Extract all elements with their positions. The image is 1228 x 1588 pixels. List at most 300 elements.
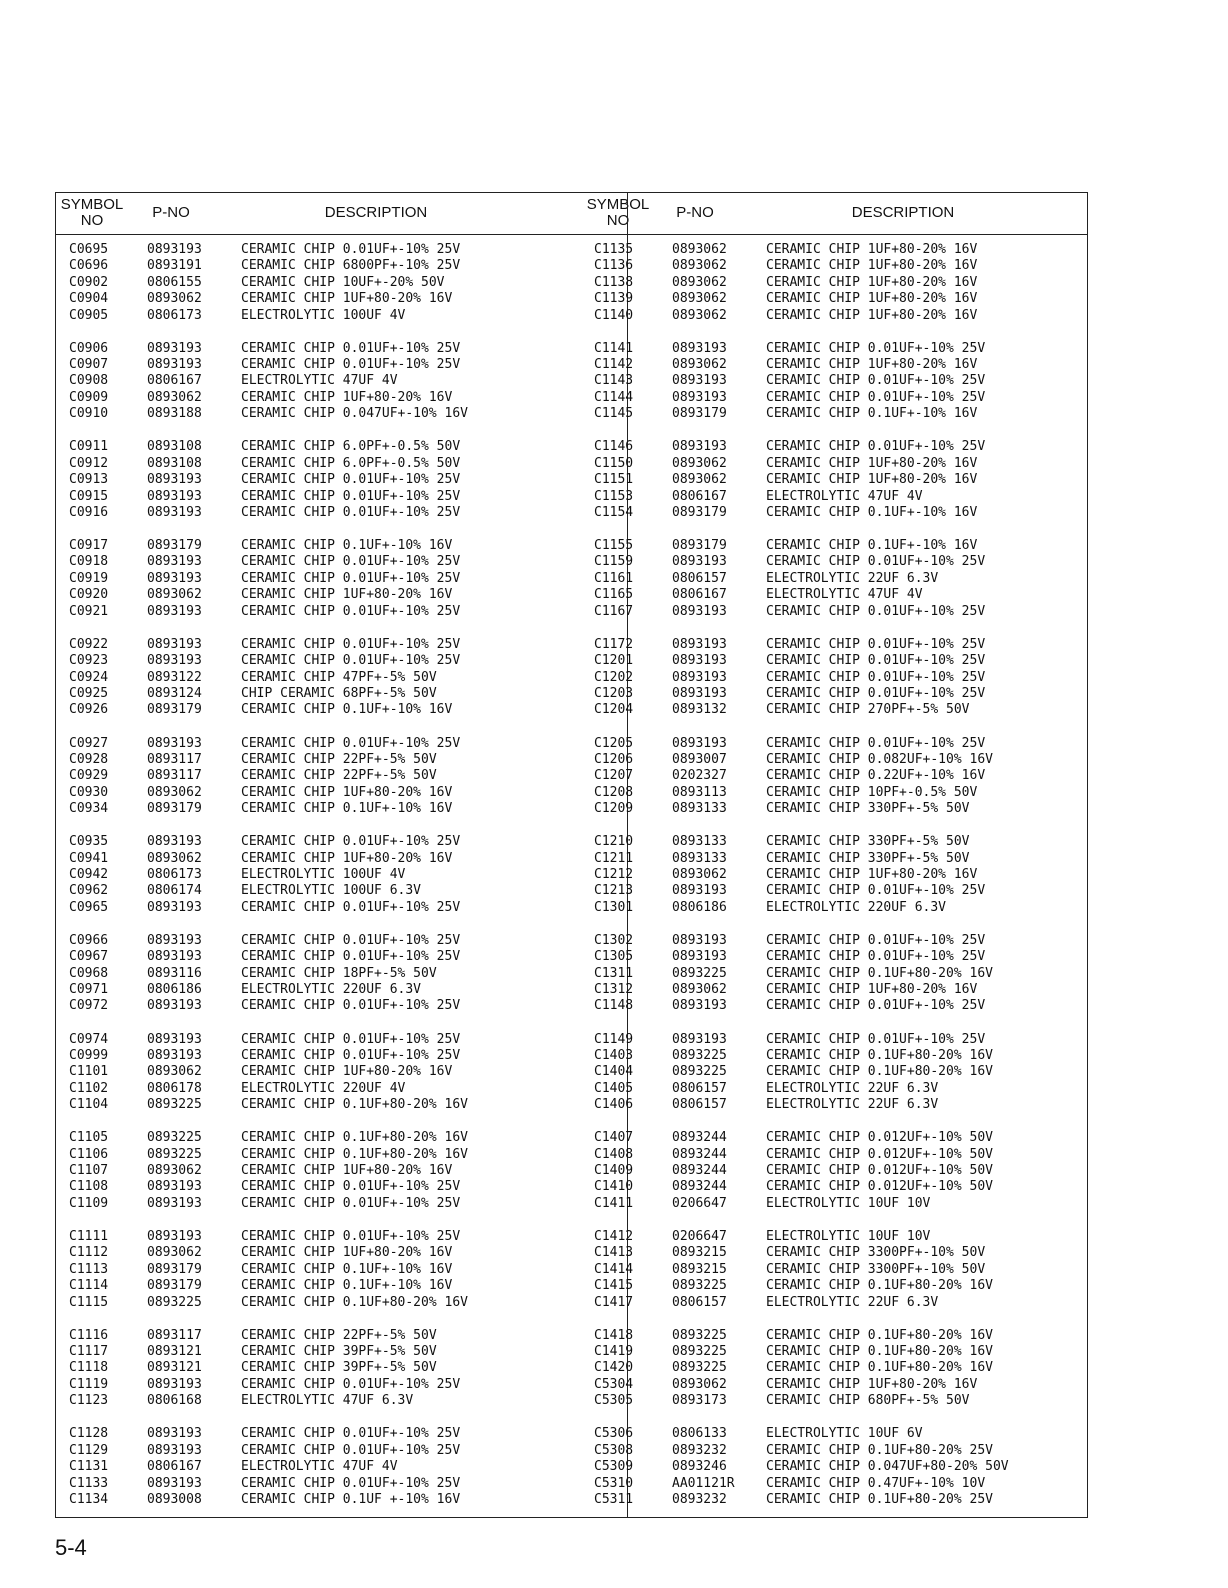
- symbol-no: C1415: [594, 1278, 634, 1294]
- part-description: ELECTROLYTIC 100UF 4V: [241, 307, 406, 323]
- part-row: [594, 1097, 1089, 1113]
- part-row: [69, 982, 572, 998]
- part-number: 0893193: [147, 932, 202, 948]
- symbol-no: C5311: [594, 1491, 634, 1507]
- symbol-no: C5304: [594, 1376, 634, 1392]
- symbol-no: C1203: [594, 685, 634, 701]
- part-row: [69, 554, 572, 570]
- part-row: [69, 291, 572, 307]
- part-number: 0893193: [147, 1426, 202, 1442]
- description-header-left: DESCRIPTION: [324, 204, 428, 221]
- symbol-no: C0923: [69, 653, 109, 669]
- part-description: CERAMIC CHIP 0.01UF+-10% 25V: [241, 1179, 461, 1195]
- part-group: [572, 1229, 1089, 1313]
- part-row: [69, 1476, 572, 1492]
- part-row: [69, 1328, 572, 1344]
- symbol-no: C5309: [594, 1459, 634, 1475]
- part-number: 0893062: [147, 587, 202, 603]
- symbol-no: C1155: [594, 538, 634, 554]
- part-row: [69, 801, 572, 817]
- symbol-no: C1301: [594, 899, 634, 915]
- symbol-no: C1207: [594, 768, 634, 784]
- part-row: [594, 554, 1089, 570]
- part-row: [594, 1278, 1089, 1294]
- part-description: ELECTROLYTIC 47UF 4V: [766, 587, 923, 603]
- part-number: 0893193: [672, 883, 727, 899]
- part-number: 0893193: [147, 554, 202, 570]
- symbol-no: C1206: [594, 751, 634, 767]
- part-group: [56, 834, 572, 918]
- part-description: CERAMIC CHIP 1UF+80-20% 16V: [241, 784, 453, 800]
- part-row: [69, 1426, 572, 1442]
- part-description: CERAMIC CHIP 10PF+-0.5% 50V: [766, 784, 978, 800]
- part-row: [69, 1295, 572, 1311]
- part-row: [594, 1032, 1089, 1048]
- part-number: 0893193: [672, 439, 727, 455]
- part-group: [56, 439, 572, 523]
- part-row: [69, 670, 572, 686]
- part-description: CERAMIC CHIP 0.01UF+-10% 25V: [241, 1376, 461, 1392]
- part-description: CERAMIC CHIP 18PF+-5% 50V: [241, 965, 437, 981]
- part-row: [594, 439, 1089, 455]
- symbol-no: C1404: [594, 1064, 634, 1080]
- part-number: 0893193: [147, 1475, 202, 1491]
- part-row: [594, 768, 1089, 784]
- symbol-no: C0971: [69, 982, 109, 998]
- no-header-text: NO: [80, 212, 104, 229]
- symbol-no: C1112: [69, 1245, 109, 1261]
- part-description: CERAMIC CHIP 0.1UF+80-20% 16V: [241, 1294, 468, 1310]
- symbol-header-text: SYMBOL: [586, 196, 650, 213]
- symbol-no: C1403: [594, 1047, 634, 1063]
- part-description: CERAMIC CHIP 0.01UF+-10% 25V: [241, 1229, 461, 1244]
- symbol-no: C1153: [594, 488, 634, 504]
- part-number: 0893193: [672, 949, 727, 965]
- part-row: [594, 390, 1089, 406]
- symbol-no: C1412: [594, 1229, 634, 1244]
- symbol-no: C0924: [69, 669, 109, 685]
- part-description: CERAMIC CHIP 1UF+80-20% 16V: [766, 291, 978, 307]
- part-group: [572, 538, 1089, 622]
- no-header-text: NO: [606, 212, 630, 229]
- part-group: [56, 637, 572, 721]
- symbol-no: C1305: [594, 949, 634, 965]
- symbol-no: C1407: [594, 1130, 634, 1146]
- part-number: 0806157: [672, 570, 727, 586]
- part-row: [69, 439, 572, 455]
- part-description: CERAMIC CHIP 0.01UF+-10% 25V: [766, 932, 986, 948]
- part-description: CERAMIC CHIP 0.1UF+80-20% 16V: [766, 1064, 993, 1080]
- part-row: [594, 1377, 1089, 1393]
- part-number: 0893116: [147, 965, 202, 981]
- symbol-no: C0916: [69, 504, 109, 520]
- part-description: CERAMIC CHIP 0.01UF+-10% 25V: [241, 1195, 461, 1211]
- part-group: [56, 1032, 572, 1116]
- part-description: CERAMIC CHIP 0.01UF+-10% 25V: [241, 834, 461, 850]
- part-number: 0893179: [147, 702, 202, 718]
- symbol-no: C0695: [69, 242, 109, 257]
- part-description: CERAMIC CHIP 680PF+-5% 50V: [766, 1393, 970, 1409]
- part-description: ELECTROLYTIC 10UF 10V: [766, 1195, 931, 1211]
- part-row: [594, 604, 1089, 620]
- part-description: CERAMIC CHIP 1UF+80-20% 16V: [766, 274, 978, 290]
- part-number: 0893193: [147, 1031, 202, 1047]
- part-number: 0893193: [147, 636, 202, 652]
- part-description: CERAMIC CHIP 0.1UF+80-20% 16V: [241, 1130, 468, 1146]
- part-description: CERAMIC CHIP 10UF+-20% 50V: [241, 274, 445, 290]
- part-description: CERAMIC CHIP 0.047UF+80-20% 50V: [766, 1459, 1009, 1475]
- part-number: 0893122: [147, 669, 202, 685]
- part-description: CERAMIC CHIP 0.1UF+80-20% 16V: [241, 1146, 468, 1162]
- part-number: 0806167: [147, 373, 202, 389]
- part-row: [69, 933, 572, 949]
- part-row: [594, 1360, 1089, 1376]
- part-row: [69, 1262, 572, 1278]
- part-row: [69, 1459, 572, 1475]
- part-row: [594, 1147, 1089, 1163]
- part-number: 0893193: [147, 899, 202, 915]
- part-number: 0893179: [672, 406, 727, 422]
- part-number: 0893193: [147, 735, 202, 751]
- symbol-no: C0696: [69, 258, 109, 274]
- symbol-no: C1154: [594, 504, 634, 520]
- part-description: CERAMIC CHIP 0.1UF+80-20% 16V: [766, 1360, 993, 1376]
- symbol-no: C1145: [594, 406, 634, 422]
- symbol-no: C1146: [594, 439, 634, 455]
- part-description: CERAMIC CHIP 0.01UF+-10% 25V: [766, 554, 986, 570]
- symbol-no: C5310: [594, 1475, 634, 1491]
- part-description: CERAMIC CHIP 0.1UF +-10% 16V: [241, 1491, 461, 1507]
- part-description: CERAMIC CHIP 0.1UF+-10% 16V: [241, 801, 453, 817]
- symbol-no: C1139: [594, 291, 634, 307]
- part-description: CERAMIC CHIP 0.01UF+-10% 25V: [241, 998, 461, 1014]
- symbol-no: C1409: [594, 1163, 634, 1179]
- symbol-no: C1161: [594, 570, 634, 586]
- part-number: 0806155: [147, 274, 202, 290]
- symbol-no: C1149: [594, 1031, 634, 1047]
- symbol-no: C0910: [69, 406, 109, 422]
- part-group: [56, 1426, 572, 1510]
- part-row: [594, 1229, 1089, 1245]
- part-number: 0893215: [672, 1245, 727, 1261]
- part-row: [69, 1032, 572, 1048]
- part-row: [69, 456, 572, 472]
- part-number: 0893188: [147, 406, 202, 422]
- part-number: 0893193: [672, 735, 727, 751]
- part-number: 0806173: [147, 866, 202, 882]
- part-row: [594, 982, 1089, 998]
- part-row: [69, 373, 572, 389]
- part-group: [56, 736, 572, 820]
- part-number: 0202327: [672, 768, 727, 784]
- part-number: 0893232: [672, 1442, 727, 1458]
- part-number: 0893062: [672, 866, 727, 882]
- part-row: [594, 341, 1089, 357]
- symbol-no: C1167: [594, 603, 634, 619]
- part-row: [594, 456, 1089, 472]
- part-number: 0893121: [147, 1360, 202, 1376]
- part-row: [69, 653, 572, 669]
- part-description: CERAMIC CHIP 0.01UF+-10% 25V: [766, 1031, 986, 1047]
- part-description: CERAMIC CHIP 0.01UF+-10% 25V: [241, 899, 461, 915]
- part-group: [572, 1130, 1089, 1214]
- part-number: 0893225: [672, 1064, 727, 1080]
- part-number: 0893133: [672, 850, 727, 866]
- part-group: [572, 1426, 1089, 1510]
- part-number: 0893117: [147, 751, 202, 767]
- symbol-no: C1204: [594, 702, 634, 718]
- part-description: CERAMIC CHIP 0.012UF+-10% 50V: [766, 1163, 993, 1179]
- part-row: [69, 275, 572, 291]
- part-description: CERAMIC CHIP 0.47UF+-10% 10V: [766, 1475, 986, 1491]
- symbol-no: C1131: [69, 1459, 109, 1475]
- symbol-no: C1208: [594, 784, 634, 800]
- symbol-no: C1408: [594, 1146, 634, 1162]
- symbol-no: C0935: [69, 834, 109, 850]
- part-number: 0893173: [672, 1393, 727, 1409]
- part-row: [69, 1360, 572, 1376]
- part-description: CERAMIC CHIP 0.01UF+-10% 25V: [241, 357, 461, 373]
- symbol-no: C1311: [594, 965, 634, 981]
- part-description: CERAMIC CHIP 1UF+80-20% 16V: [241, 389, 453, 405]
- part-number: 0893062: [147, 1163, 202, 1179]
- part-description: CERAMIC CHIP 1UF+80-20% 16V: [241, 1064, 453, 1080]
- part-number: 0893193: [672, 998, 727, 1014]
- symbol-no: C0999: [69, 1047, 109, 1063]
- part-row: [69, 1344, 572, 1360]
- part-row: [594, 1130, 1089, 1146]
- part-number: 0893193: [147, 472, 202, 488]
- part-row: [69, 1245, 572, 1261]
- symbol-no: C1172: [594, 636, 634, 652]
- part-row: [69, 357, 572, 373]
- part-number: 0893225: [672, 1047, 727, 1063]
- pno-header-left: P-NO: [152, 204, 190, 221]
- part-number: 0893193: [672, 932, 727, 948]
- part-number: 0893225: [672, 965, 727, 981]
- symbol-no: C0974: [69, 1031, 109, 1047]
- part-row: [594, 1393, 1089, 1409]
- part-row: [594, 1476, 1089, 1492]
- symbol-no: C1420: [594, 1360, 634, 1376]
- part-group: [56, 933, 572, 1017]
- part-row: [594, 472, 1089, 488]
- description-header-right: DESCRIPTION: [851, 204, 955, 221]
- symbol-no: C1414: [594, 1261, 634, 1277]
- part-description: CERAMIC CHIP 0.1UF+-10% 16V: [766, 406, 978, 422]
- symbol-no: C0907: [69, 357, 109, 373]
- symbol-no: C1101: [69, 1064, 109, 1080]
- part-description: CERAMIC CHIP 0.01UF+-10% 25V: [766, 603, 986, 619]
- part-description: CERAMIC CHIP 0.1UF+80-20% 16V: [241, 1097, 468, 1113]
- part-description: CERAMIC CHIP 1UF+80-20% 16V: [241, 587, 453, 603]
- part-description: ELECTROLYTIC 22UF 6.3V: [766, 1097, 939, 1113]
- part-description: CERAMIC CHIP 0.047UF+-10% 16V: [241, 406, 468, 422]
- part-row: [69, 966, 572, 982]
- part-description: CERAMIC CHIP 47PF+-5% 50V: [241, 669, 437, 685]
- symbol-no: C1212: [594, 866, 634, 882]
- part-description: CERAMIC CHIP 3300PF+-10% 50V: [766, 1245, 986, 1261]
- part-number: 0806167: [672, 587, 727, 603]
- part-number: 0893062: [672, 242, 727, 257]
- part-row: [594, 1459, 1089, 1475]
- symbol-no: C0920: [69, 587, 109, 603]
- symbol-no: C1141: [594, 340, 634, 356]
- part-description: CERAMIC CHIP 22PF+-5% 50V: [241, 768, 437, 784]
- part-description: CERAMIC CHIP 0.01UF+-10% 25V: [241, 570, 461, 586]
- part-number: 0893193: [672, 685, 727, 701]
- symbol-no: C0911: [69, 439, 109, 455]
- part-row: [69, 1196, 572, 1212]
- symbol-no: C1410: [594, 1179, 634, 1195]
- part-number: 0893121: [147, 1344, 202, 1360]
- part-number: 0893244: [672, 1163, 727, 1179]
- part-number: 0893007: [672, 751, 727, 767]
- symbol-no: C1111: [69, 1229, 109, 1244]
- symbol-no: C1411: [594, 1195, 634, 1211]
- part-row: [594, 505, 1089, 521]
- part-row: [69, 637, 572, 653]
- part-description: CERAMIC CHIP 0.01UF+-10% 25V: [766, 340, 986, 356]
- part-row: [594, 801, 1089, 817]
- part-number: 0893193: [147, 1376, 202, 1392]
- symbol-no: C1159: [594, 554, 634, 570]
- symbol-no: C0928: [69, 751, 109, 767]
- part-number: 0893193: [147, 1179, 202, 1195]
- part-row: [69, 900, 572, 916]
- part-row: [594, 357, 1089, 373]
- part-row: [594, 571, 1089, 587]
- part-description: CERAMIC CHIP 0.01UF+-10% 25V: [241, 1031, 461, 1047]
- part-description: CERAMIC CHIP 0.01UF+-10% 25V: [241, 554, 461, 570]
- symbol-no: C1105: [69, 1130, 109, 1146]
- part-row: [594, 1426, 1089, 1442]
- part-row: [69, 604, 572, 620]
- part-description: CERAMIC CHIP 0.01UF+-10% 25V: [241, 488, 461, 504]
- symbol-no: C1211: [594, 850, 634, 866]
- part-description: CERAMIC CHIP 0.012UF+-10% 50V: [766, 1179, 993, 1195]
- part-row: [594, 291, 1089, 307]
- symbol-no: C0941: [69, 850, 109, 866]
- part-number: 0893193: [672, 669, 727, 685]
- part-description: ELECTROLYTIC 22UF 6.3V: [766, 570, 939, 586]
- symbol-no: C0905: [69, 307, 109, 323]
- part-description: CERAMIC CHIP 0.01UF+-10% 25V: [766, 373, 986, 389]
- part-group: [572, 933, 1089, 1017]
- part-row: [69, 1147, 572, 1163]
- part-row: [594, 637, 1089, 653]
- part-group: [56, 242, 572, 326]
- part-number: 0806186: [672, 899, 727, 915]
- page-number: 5-4: [55, 1535, 87, 1560]
- part-group: [56, 1130, 572, 1214]
- part-description: CERAMIC CHIP 0.1UF+80-20% 25V: [766, 1491, 993, 1507]
- part-number: 0893193: [147, 1195, 202, 1211]
- part-number: 0893062: [147, 291, 202, 307]
- part-description: CERAMIC CHIP 6.0PF+-0.5% 50V: [241, 455, 461, 471]
- part-description: CERAMIC CHIP 3300PF+-10% 50V: [766, 1261, 986, 1277]
- part-number: 0893117: [147, 768, 202, 784]
- part-number: 0893193: [147, 603, 202, 619]
- part-row: [69, 571, 572, 587]
- part-number: 0893225: [147, 1097, 202, 1113]
- part-description: CERAMIC CHIP 270PF+-5% 50V: [766, 702, 970, 718]
- part-number: 0206647: [672, 1229, 727, 1244]
- part-row: [69, 587, 572, 603]
- part-row: [594, 275, 1089, 291]
- symbol-no: C1419: [594, 1344, 634, 1360]
- part-description: CERAMIC CHIP 0.01UF+-10% 25V: [766, 949, 986, 965]
- part-number: 0893108: [147, 455, 202, 471]
- part-description: CERAMIC CHIP 39PF+-5% 50V: [241, 1344, 437, 1360]
- part-number: 0893132: [672, 702, 727, 718]
- symbol-no: C1302: [594, 932, 634, 948]
- part-description: CERAMIC CHIP 0.012UF+-10% 50V: [766, 1130, 993, 1146]
- part-number: AA01121R: [672, 1475, 735, 1491]
- part-description: CERAMIC CHIP 0.1UF+-10% 16V: [766, 504, 978, 520]
- symbol-no: C1209: [594, 801, 634, 817]
- part-number: 0893193: [147, 340, 202, 356]
- parts-list-table: [55, 192, 1088, 1518]
- part-row: [594, 258, 1089, 274]
- symbol-header-text: SYMBOL: [60, 196, 124, 213]
- symbol-no: C0906: [69, 340, 109, 356]
- part-number: 0893193: [147, 1047, 202, 1063]
- symbol-no: C0942: [69, 866, 109, 882]
- part-number: 0893113: [672, 784, 727, 800]
- part-description: CERAMIC CHIP 0.1UF+-10% 16V: [241, 1278, 453, 1294]
- part-number: 0893108: [147, 439, 202, 455]
- part-description: CERAMIC CHIP 0.1UF+80-20% 16V: [766, 1278, 993, 1294]
- part-number: 0893193: [147, 949, 202, 965]
- part-number: 0893244: [672, 1146, 727, 1162]
- part-description: ELECTROLYTIC 22UF 6.3V: [766, 1294, 939, 1310]
- symbol-no: C1143: [594, 373, 634, 389]
- symbol-no: C0908: [69, 373, 109, 389]
- part-description: CERAMIC CHIP 1UF+80-20% 16V: [766, 258, 978, 274]
- part-row: [69, 736, 572, 752]
- part-row: [594, 752, 1089, 768]
- part-row: [69, 998, 572, 1014]
- part-description: CERAMIC CHIP 1UF+80-20% 16V: [241, 1245, 453, 1261]
- part-description: CERAMIC CHIP 1UF+80-20% 16V: [766, 455, 978, 471]
- part-number: 0893225: [672, 1360, 727, 1376]
- part-description: CERAMIC CHIP 0.1UF+80-20% 16V: [766, 1047, 993, 1063]
- part-description: CERAMIC CHIP 0.1UF+-10% 16V: [241, 702, 453, 718]
- part-description: CERAMIC CHIP 0.012UF+-10% 50V: [766, 1146, 993, 1162]
- part-row: [594, 1262, 1089, 1278]
- part-number: 0893225: [672, 1278, 727, 1294]
- symbol-no: C0922: [69, 636, 109, 652]
- symbol-no: C1140: [594, 307, 634, 323]
- part-row: [69, 1130, 572, 1146]
- part-row: [69, 1278, 572, 1294]
- part-number: 0893117: [147, 1327, 202, 1343]
- part-number: 0893193: [672, 340, 727, 356]
- part-row: [69, 686, 572, 702]
- part-number: 0893225: [672, 1327, 727, 1343]
- part-row: [69, 505, 572, 521]
- part-number: 0893193: [672, 603, 727, 619]
- symbol-no: C1114: [69, 1278, 109, 1294]
- part-row: [594, 242, 1089, 258]
- part-group: [572, 1032, 1089, 1116]
- part-row: [69, 752, 572, 768]
- part-description: ELECTROLYTIC 10UF 10V: [766, 1229, 931, 1244]
- symbol-no: C1133: [69, 1475, 109, 1491]
- symbol-no: C1406: [594, 1097, 634, 1113]
- part-number: 0893193: [147, 653, 202, 669]
